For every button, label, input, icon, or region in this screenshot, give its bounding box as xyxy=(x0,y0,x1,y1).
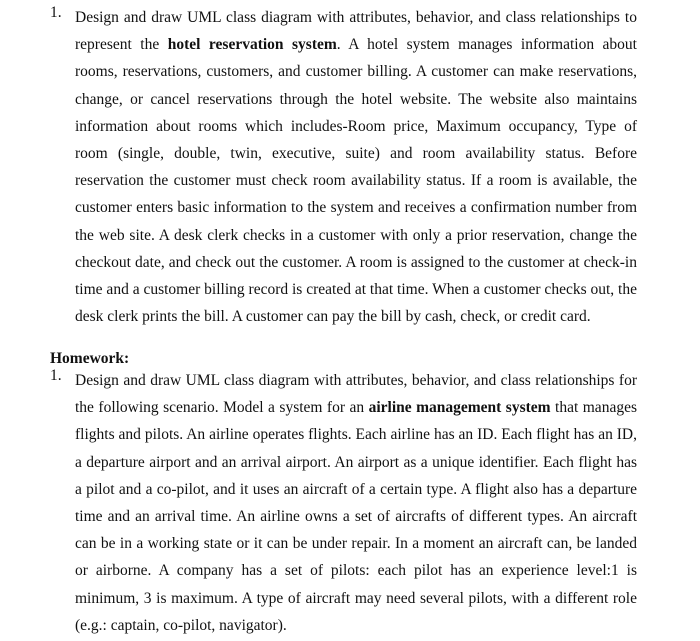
homework-1-number: 1. xyxy=(50,367,62,384)
task-1-text-rest: . A hotel system manages information about rooms, reservations, customers, and customer billing. A customer can make reservations, change, or cancel reservations through the hotel website. The website also maintains information about rooms which includes-Room price, Maximum occupancy, Type of room (single, double, twin, executive, suite) and room availability status. Before reservation the customer must check room availability status. If a room is available, the customer enters basic information to the system and receives a confirmation number from the web site. A desk clerk checks in a customer with only a prior reservation, change the checkout date, and check out the customer. A room is assigned to the customer at check-in time and a customer billing record is created at that time. When a customer checks out, the desk clerk prints the bill. A customer can pay the bill by cash, check, or credit card. xyxy=(75,36,637,326)
task-1-number: 1. xyxy=(50,4,62,21)
homework-1-text-rest: that manages flights and pilots. An airline operates flights. Each airline has an ID. Each flight has an ID, a departure airport and an arrival airport. An airport as a unique identifier. Each flight has a pilot and a co-pilot, and it uses an aircraft of a certain type. A flight also has a departure time and an arrival time. An airline owns a set of aircrafts of different types. An aircraft can be in a working state or it can be under repair. In a moment an aircraft can, be landed or airborne. A company has a set of pilots: each pilot has an experience level:1 is minimum, 3 is maximum. A type of aircraft may need several pilots, with a different role (e.g.: captain, co-pilot, navigator). xyxy=(75,399,637,634)
homework-1-paragraph xyxy=(75,367,637,639)
task-1-paragraph xyxy=(75,4,637,330)
task-1-text-start: Design and draw UML class diagram with attributes, behavior, and class relationships to represent the xyxy=(75,9,637,54)
homework-heading: Homework: xyxy=(50,350,130,367)
homework-1-text-start: Design and draw UML class diagram with attributes, behavior, and class relationships for the following scenario. Model a system for an xyxy=(75,372,637,417)
homework-1-bold-term: airline management system xyxy=(368,399,551,417)
task-1-bold-term: hotel reservation system xyxy=(167,36,337,54)
